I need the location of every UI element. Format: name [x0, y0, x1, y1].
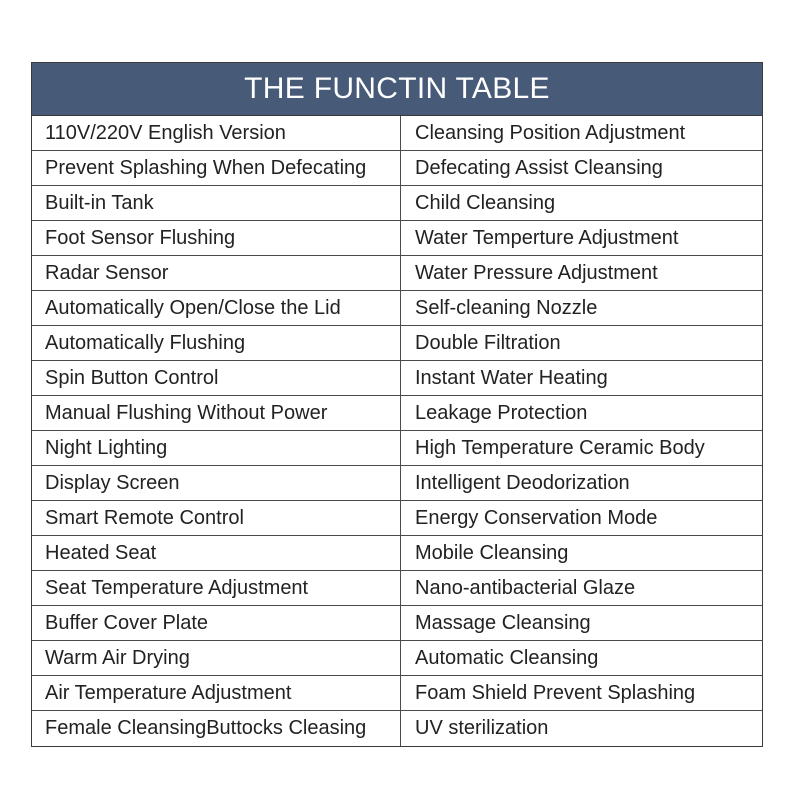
table-cell-right: High Temperature Ceramic Body [415, 436, 705, 459]
table-row [32, 536, 762, 571]
function-table [31, 62, 763, 747]
table-cell-right: Leakage Protection [415, 401, 588, 424]
table-cell-left: Female CleansingButtocks Cleasing [32, 711, 401, 746]
table-cell-right: Defecating Assist Cleansing [415, 156, 663, 179]
table-cell-left: Automatically Flushing [32, 326, 401, 360]
table-row [32, 326, 762, 361]
table-cell-right: Intelligent Deodorization [415, 471, 630, 494]
table-cell-right: UV sterilization [415, 717, 549, 739]
table-row [32, 186, 762, 221]
table-cell-left: Foot Sensor Flushing [32, 221, 401, 255]
table-row [32, 361, 762, 396]
table-cell-left: Automatically Open/Close the Lid [32, 291, 401, 325]
table-cell-left: Heated Seat [32, 536, 401, 570]
table-cell-right: Double Filtration [415, 331, 561, 354]
table-row [32, 291, 762, 326]
table-cell-left: Prevent Splashing When Defecating [32, 151, 401, 185]
table-cell-left: Warm Air Drying [32, 641, 401, 675]
table-cell-right: Foam Shield Prevent Splashing [415, 681, 696, 704]
table-cell-left: Seat Temperature Adjustment [32, 571, 401, 605]
table-cell-right: Mobile Cleansing [415, 541, 569, 564]
table-cell-right: Self-cleaning Nozzle [415, 296, 598, 319]
table-cell-right: Energy Conservation Mode [415, 506, 658, 529]
table-cell-left: Air Temperature Adjustment [32, 676, 401, 710]
table-row [32, 501, 762, 536]
table-row [32, 606, 762, 641]
table-cell-right: Cleansing Position Adjustment [415, 121, 686, 144]
table-cell-left: Radar Sensor [32, 256, 401, 290]
table-row [32, 571, 762, 606]
table-row [32, 396, 762, 431]
table-cell-right: Child Cleansing [415, 191, 556, 214]
table-row [32, 151, 762, 186]
table-title: THE FUNCTIN TABLE [32, 63, 762, 116]
table-row [32, 431, 762, 466]
table-row [32, 676, 762, 711]
table-cell-right: Instant Water Heating [415, 366, 608, 389]
table-cell-right: Automatic Cleansing [415, 646, 599, 669]
table-row [32, 221, 762, 256]
table-cell-left: 110V/220V English Version [32, 116, 401, 150]
table-cell-left: Buffer Cover Plate [32, 606, 401, 640]
table-row [32, 116, 762, 151]
table-cell-right: Nano-antibacterial Glaze [415, 576, 636, 599]
table-body [32, 116, 762, 746]
table-cell-left: Spin Button Control [32, 361, 401, 395]
table-cell-right: Water Pressure Adjustment [415, 261, 658, 284]
table-row [32, 641, 762, 676]
table-row [32, 466, 762, 501]
table-cell-left: Display Screen [32, 466, 401, 500]
table-cell-left: Built-in Tank [32, 186, 401, 220]
table-cell-left: Night Lighting [32, 431, 401, 465]
table-cell-left: Manual Flushing Without Power [32, 396, 401, 430]
table-cell-right: Water Temperture Adjustment [415, 226, 679, 249]
table-cell-right: Massage Cleansing [415, 611, 591, 634]
table-cell-left: Smart Remote Control [32, 501, 401, 535]
table-row [32, 711, 762, 746]
table-row [32, 256, 762, 291]
